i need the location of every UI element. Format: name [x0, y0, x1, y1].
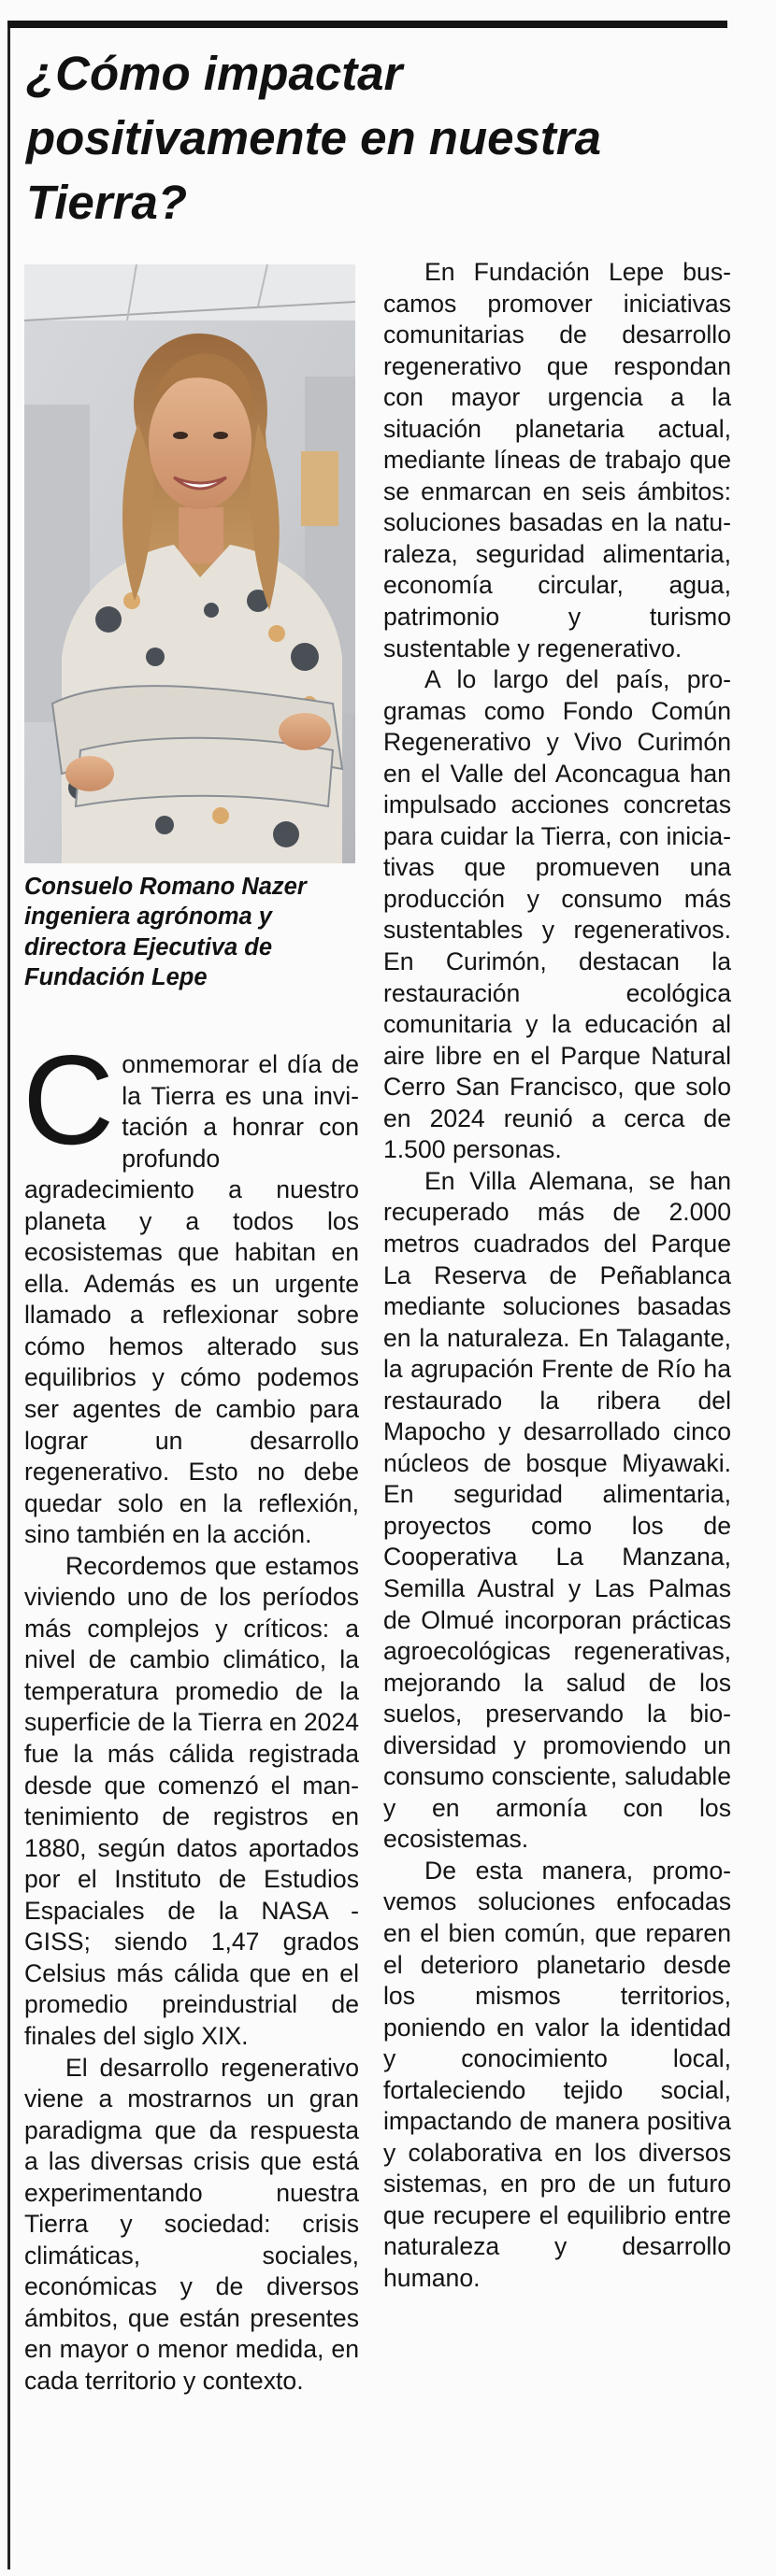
article-left-column — [22, 1029, 359, 2398]
article-paragraph: Recordemos que estamos viviendo uno de los períodos más complejos y críticos: a nivel de cambio climático, la temperatura promedio de la superficie de la Tierra en 2024 fue la más cálida registrada desde que comenzó el mantenimiento de registros en 1880, según datos aportados por el Instituto de Estudios Espaciales de la NASA - GISS; siendo 1,47 grados Celsius más cálida que en el promedio preindustrial de finales del siglo XIX. — [24, 1551, 359, 2050]
article-paragraph: El desarrollo regenerativo viene a mostrarnos un gran paradigma que da respuesta a las diversas crisis que está experimentando nuestra Tierra y sociedad: crisis climáticas, sociales, económicas y de diversos ámbitos, que están presentes en mayor o menor medida, en cada territorio y contexto. — [24, 2053, 359, 2395]
article-headline: ¿Cómo impactar positivamente en nuestra Tierra? — [26, 47, 602, 229]
paragraph-text: onmemorar el día de la Tierra es una invitación a honrar con profundo agradecimiento a nuestro planeta y a todos los ecosistemas que habitan en ella. Además es un urgente llamado a reflexionar sobre cómo hemos alterado sus equilibrios y cómo podemos ser agentes de cambio para lograr un desarrollo regenerativo. Esto no debe quedar solo en la reflexión, sino también en la acción. — [24, 1050, 359, 1549]
caption-line: directora Ejecutiva de — [24, 933, 273, 961]
left-column-rule — [7, 28, 10, 2569]
article-paragraph: De esta manera, promovemos soluciones enfocadas en el bien común, que reparen el deterioro planetario desde los mismos territorios, poniendo en valor la identidad y conocimiento local, fortaleciendo tejido social, impactando de manera positiva y colaborativa en los diversos sistemas, en pro de un futuro que recupere el equilibrio entre naturaleza y desarrollo humano. — [383, 1856, 731, 2292]
top-rule — [7, 21, 727, 28]
article-paragraph: En Villa Alemana, se han recuperado más de 2.000 metros cuadrados del Parque La Reserva de Peñablanca mediante soluciones basadas en la naturaleza. En Talagante, la agrupación Frente de Río ha restaurado la ribera del Mapocho y desarrollado cinco núcleos de bosque Miyawaki. En seguridad alimentaria, proyectos como los de Cooperativa La Manzana, Semilla Austral y Las Palmas de Olmué incorporan prácticas agroecológicas regenerativas, mejorando la salud de los suelos, preservando la biodiversidad y promoviendo un consumo consciente, saludable y en armonía con los ecosistemas. — [383, 1166, 731, 1854]
caption-line: Consuelo Romano Nazer — [24, 874, 307, 900]
caption-line: ingeniera agrónoma y — [24, 904, 272, 931]
article-paragraph — [22, 1029, 359, 1551]
photo-caption — [24, 872, 380, 993]
drop-cap: C — [22, 1029, 115, 1171]
article-right-column — [383, 257, 731, 2295]
author-photo — [24, 264, 355, 863]
article-paragraph: A lo largo del país, programas como Fondo Común Regenerativo y Vivo Curimón en el Valle del Aconcagua han impulsado acciones concretas para cuidar la Tierra, con iniciativas que promueven una producción y consumo más sustentables y regenerativos. En Curimón, destacan la restauración ecológica comunitaria y la educación al aire libre en el Parque Natural Cerro San Francisco, que solo en 2024 reunió a cerca de 1.500 personas. — [383, 665, 731, 1164]
article-paragraph: En Fundación Lepe buscamos promover iniciativas comunitarias de desarrollo regenerativo que respondan con mayor urgencia a la situación planetaria actual, mediante líneas de trabajo que se enmarcan en seis ámbitos: soluciones basadas en la naturaleza, seguridad alimentaria, economía circular, agua, patrimonio y turismo sustentable y regenerativo. — [383, 258, 731, 662]
caption-line: Fundación Lepe — [24, 964, 208, 991]
